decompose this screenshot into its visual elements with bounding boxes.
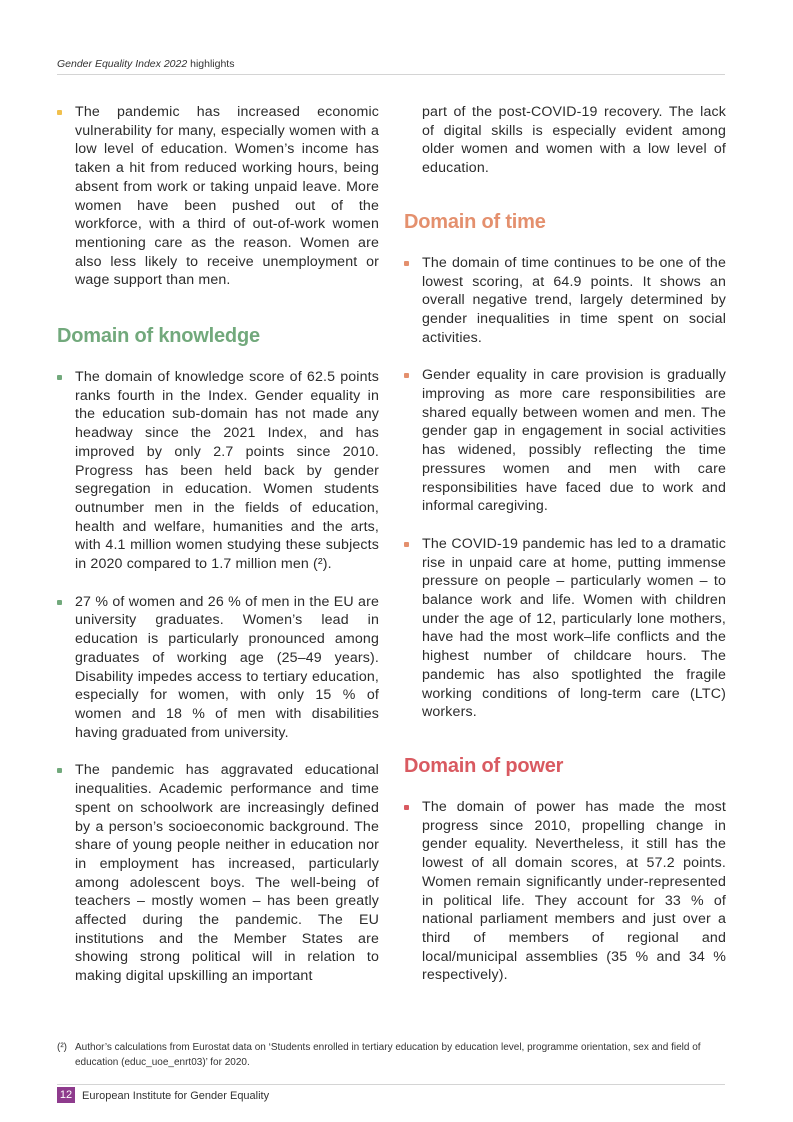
footnote-text: Author’s calculations from Eurostat data on ‘Students enrolled in tertiary education by education level, programme orientation, sex and field of education (educ_uoe_enrt03)’ for 2020. [75,1042,701,1068]
bullet-text: The pandemic has increased economic vulnerability for many, especially women with a low level of education. Women’s income has taken a hit from reduced working hours, being absent from work or taking unpaid leave. More women have been pushed out of the workforce, with a third of out-of-work women mentioning care as the reason. Women are also less likely to receive unemployment or wage support than men. [75,104,379,289]
bullet-icon [404,805,409,810]
running-header [57,58,234,70]
heading-domain-power: Domain of power [404,754,564,777]
bullet-icon [57,600,62,605]
page-number: 12 [57,1087,75,1103]
footer-rule [57,1084,725,1085]
bullet-icon [57,375,62,380]
bullet-power-1 [404,798,726,985]
bullet-icon [404,261,409,266]
footnote-marker: (²) [57,1042,67,1053]
continued-text: part of the post-COVID-19 recovery. The lack of digital skills is especially evident among older women and women with a low level of education. [422,104,726,177]
right-column [404,103,726,985]
bullet-time-3 [404,535,726,722]
footer-organisation: European Institute for Gender Equality [82,1090,270,1102]
heading-domain-time: Domain of time [404,210,546,233]
header-subtitle: highlights [187,58,235,70]
header-title: Gender Equality Index 2022 [57,58,188,70]
bullet-text: The pandemic has aggravated educational inequalities. Academic performance and time spent on schoolwork are increasingly defined by a person’s socioeconomic background. The share of young people neither in education nor in employment has increased, particularly among adolescent boys. The well-being of teachers – mostly women – has been greatly affected during the pandemic. The EU institutions and the Member States are showing strong political will in relation to making digital upskilling an important [75,762,379,985]
bullet-text: The domain of power has made the most progress since 2010, propelling change in gender equality. Nevertheless, it still has the lowest of all domain scores, at 57.2 points. Women remain significantly under-represented in political life. They account for 33 % of national parliament members and just over a third of members of regional and local/municipal assemblies (35 % and 34 % respectively). [422,798,726,984]
bullet-text: 27 % of women and 26 % of men in the EU are university graduates. Women’s lead in education is particularly pronounced among graduates of working age (25–49 years). Disability impedes access to tertiary education, especially for women, with only 15 % of women and 18 % of men with disabilities having graduated from university. [75,593,379,741]
bullet-text: The domain of time continues to be one of the lowest scoring, at 64.9 points. It shows an overall negative trend, largely determined by gender inequalities in time spent on social activities. [422,254,726,346]
bullet-money [57,103,379,290]
bullet-icon [404,373,409,378]
bullet-icon [57,768,62,773]
bullet-text: The COVID-19 pandemic has led to a dramatic rise in unpaid care at home, putting immense pressure on people – particularly women – to balance work and life. Women with children under the age of 12, particularly lone mothers, have had the most work–life conflicts and the highest number of childcare hours. The pandemic has also spotlighted the fragile working conditions of long-term care (LTC) workers. [422,535,726,721]
bullet-text: Gender equality in care provision is gradually improving as more care responsibilities are shared equally between women and men. The gender gap in engagement in social activities has widened, possibly reflecting the time pressures women and men with care responsibilities have faced due to work and informal caregiving. [422,367,726,515]
heading-domain-knowledge: Domain of knowledge [57,325,260,348]
bullet-icon [404,542,409,547]
bullet-time-2 [404,366,726,516]
bullet-time-1 [404,254,726,348]
bullet-knowledge-2 [57,593,379,743]
left-column [57,103,379,986]
footnote [57,1040,725,1070]
bullet-text: The domain of knowledge score of 62.5 points ranks fourth in the Index. Gender equality in the education sub-domain has not made any headway since the 2021 Index, and has improved by only 2.7 points since 2010. Progress has been held back by gender segregation in education. Women students outnumber men in the fields of education, health and welfare, humanities and the arts, with 4.1 million women studying these subjects in 2020 compared to 1.7 million men (²). [75,369,379,573]
bullet-knowledge-3 [57,761,379,985]
bullet-icon [57,110,62,115]
header-rule [57,74,725,75]
bullet-knowledge-1 [57,368,379,574]
